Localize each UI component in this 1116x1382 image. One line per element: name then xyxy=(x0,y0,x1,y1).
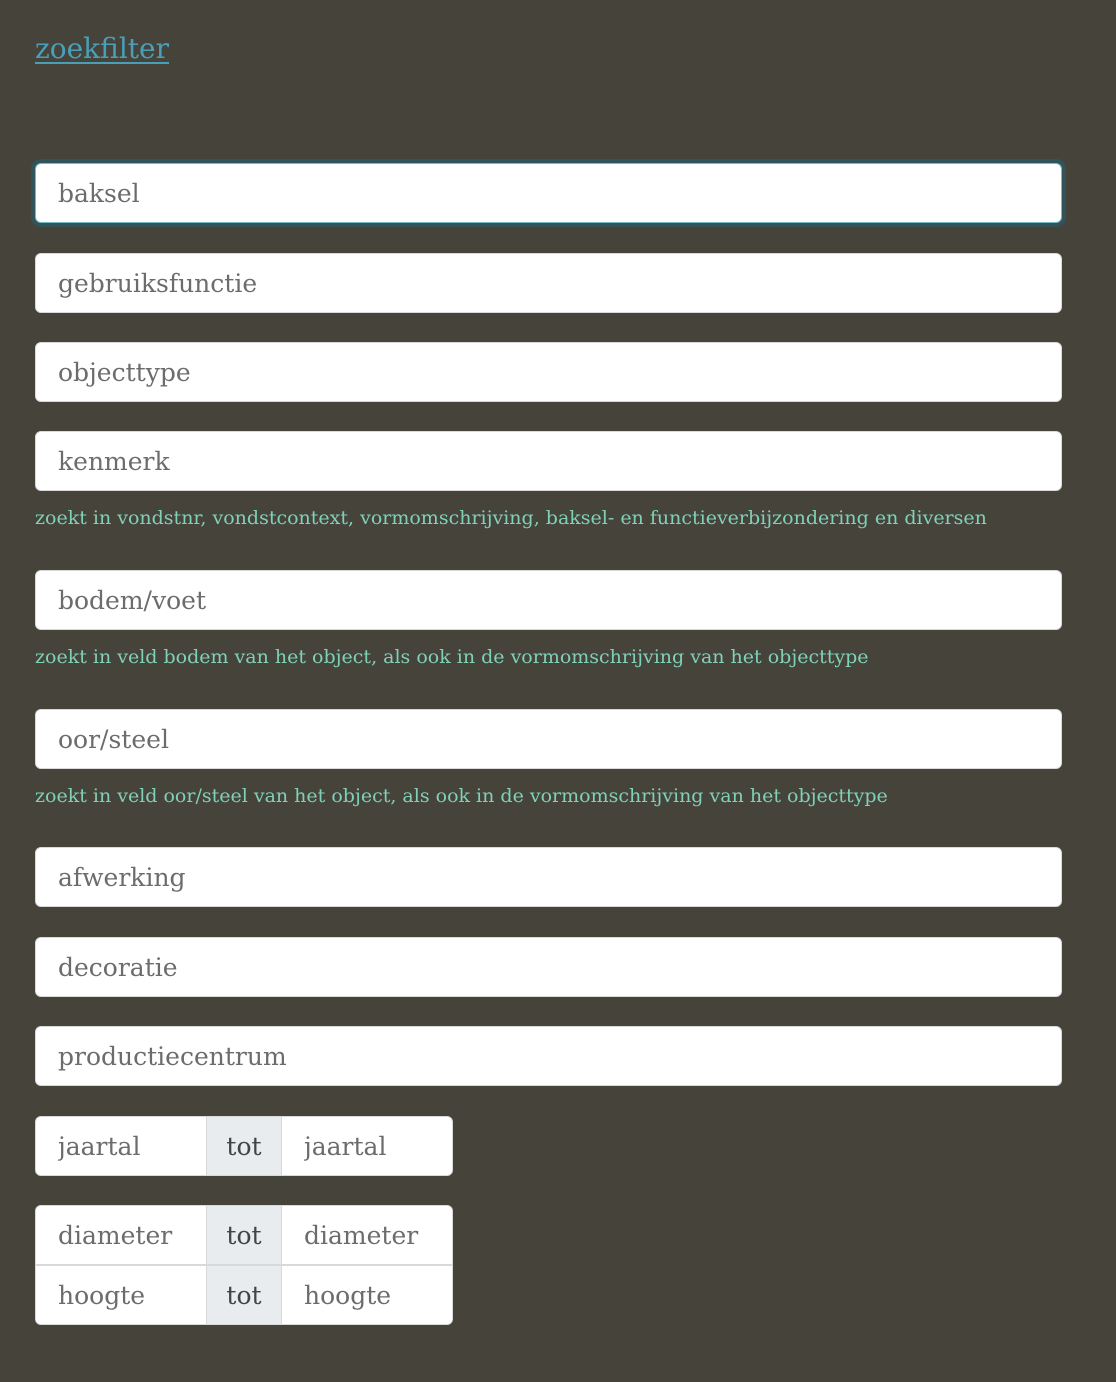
oor-steel-input[interactable] xyxy=(35,709,1062,769)
bodem-voet-help-text: zoekt in veld bodem van het object, als ook in de vormomschrijving van het objecttype xyxy=(35,646,869,668)
jaartal-tot-label: tot xyxy=(206,1117,282,1175)
jaartal-to-input[interactable] xyxy=(282,1117,452,1175)
jaartal-from-input[interactable] xyxy=(36,1117,206,1175)
zoekfilter-link[interactable]: zoekfilter xyxy=(35,32,169,65)
productiecentrum-input[interactable] xyxy=(35,1026,1062,1086)
diameter-from-input[interactable] xyxy=(36,1206,206,1264)
hoogte-tot-label: tot xyxy=(206,1266,282,1324)
afwerking-input[interactable] xyxy=(35,847,1062,907)
jaartal-range xyxy=(35,1116,453,1176)
hoogte-to-input[interactable] xyxy=(282,1266,452,1324)
diameter-range xyxy=(35,1205,453,1265)
bodem-voet-input[interactable] xyxy=(35,570,1062,630)
kenmerk-help-text: zoekt in vondstnr, vondstcontext, vormomschrijving, baksel- en functieverbijzondering en diversen xyxy=(35,507,987,529)
diameter-tot-label: tot xyxy=(206,1206,282,1264)
objecttype-input[interactable] xyxy=(35,342,1062,402)
hoogte-range xyxy=(35,1265,453,1325)
decoratie-input[interactable] xyxy=(35,937,1062,997)
diameter-to-input[interactable] xyxy=(282,1206,452,1264)
oor-steel-help-text: zoekt in veld oor/steel van het object, als ook in de vormomschrijving van het objecttype xyxy=(35,785,888,807)
hoogte-from-input[interactable] xyxy=(36,1266,206,1324)
gebruiksfunctie-input[interactable] xyxy=(35,253,1062,313)
kenmerk-input[interactable] xyxy=(35,431,1062,491)
baksel-input[interactable] xyxy=(35,163,1062,223)
